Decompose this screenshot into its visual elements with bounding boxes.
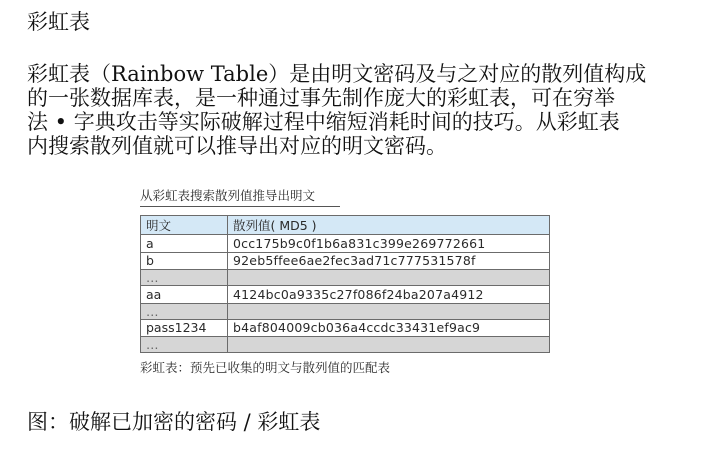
- column-header-plaintext: 明文: [141, 216, 228, 235]
- paragraph-line: 的一张数据库表，是一种通过事先制作庞大的彩虹表，可在穷举: [27, 86, 615, 110]
- hash-cell: 0cc175b9c0f1b6a831c399e269772661: [228, 235, 550, 253]
- table-row: [141, 319, 550, 337]
- hash-cell: [228, 303, 550, 319]
- plaintext-cell: …: [141, 270, 228, 286]
- hash-cell: b4af804009cb036a4ccdc33431ef9ac9: [228, 319, 550, 337]
- table-row: [141, 235, 550, 253]
- paragraph-line: 内搜索散列值就可以推导出对应的明文密码。: [27, 134, 447, 158]
- figure-caption: 彩虹表：预先已收集的明文与散列值的匹配表: [140, 360, 391, 375]
- figure-title: 从彩虹表搜索散列值推导出明文: [140, 188, 340, 207]
- paragraph-line: 彩虹表（Rainbow Table）是由明文密码及与之对应的散列值构成: [27, 62, 647, 86]
- ellipsis-row: [141, 270, 550, 286]
- plaintext-cell: …: [141, 303, 228, 319]
- table-row: [141, 286, 550, 304]
- column-header-hash: 散列值( MD5 ): [228, 216, 550, 235]
- plaintext-cell: aa: [141, 286, 228, 304]
- rainbow-table: [140, 215, 550, 353]
- paragraph-line: 法 • 字典攻击等实际破解过程中缩短消耗时间的技巧。从彩虹表: [27, 110, 620, 134]
- plaintext-cell: pass1234: [141, 319, 228, 337]
- body-paragraph: [27, 62, 677, 158]
- ellipsis-row: [141, 337, 550, 353]
- hash-cell: [228, 337, 550, 353]
- section-heading: 彩虹表: [27, 10, 90, 34]
- image-caption: 图：破解已加密的密码 / 彩虹表: [27, 410, 321, 434]
- ellipsis-row: [141, 303, 550, 319]
- plaintext-cell: …: [141, 337, 228, 353]
- plaintext-cell: a: [141, 235, 228, 253]
- table-row: [141, 252, 550, 270]
- hash-cell: 92eb5ffee6ae2fec3ad71c777531578f: [228, 252, 550, 270]
- hash-cell: [228, 270, 550, 286]
- hash-cell: 4124bc0a9335c27f086f24ba207a4912: [228, 286, 550, 304]
- table-header-row: [141, 216, 550, 235]
- plaintext-cell: b: [141, 252, 228, 270]
- rainbow-table-figure: [140, 188, 552, 376]
